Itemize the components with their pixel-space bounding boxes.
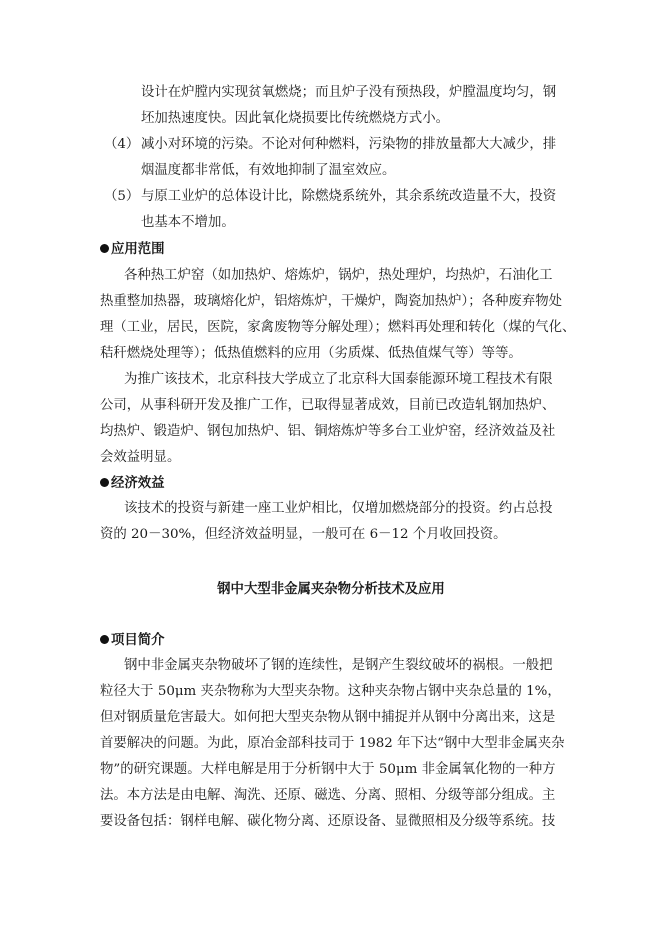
item5-number: （5） [104,189,140,204]
application-para1-line: 秸秆燃烧处理等）；低热值燃料的应用（劣质煤、低热值煤气等）等等。 [100,346,522,361]
item3-continuation-line: 设计在炉膛内实现贫氧燃烧；而且炉子没有预热段，炉膛温度均匀，钢 [141,85,557,100]
item5-line: 也基本不增加。 [141,215,235,230]
application-para2-line: 会效益明显。 [100,450,181,465]
application-para1-line: 理（工业，居民，医院，家禽废物等分解处理）；燃料再处理和转化（煤的气化、 [100,320,576,335]
intro-para-line: 钢中非金属夹杂物破坏了钢的连续性，是钢产生裂纹破坏的祸根。一般把 [124,658,553,673]
application-para2-line: 为推广该技术，北京科技大学成立了北京科大国泰能源环境工程技术有限 [124,372,553,387]
item4-number: （4） [104,137,140,152]
heading-text: 经济效益 [111,475,165,491]
application-para2-line: 公司，从事科研开发及推广工作，已取得显著成效，目前已改造轧钢加热炉、 [100,398,556,413]
bullet-icon [100,244,109,253]
bullet-icon [100,635,109,644]
item5-line: 与原工业炉的总体设计比，除燃烧系统外，其余系统改造量不大，投资 [141,189,557,204]
intro-para-line: 粒径大于 50μm 夹杂物称为大型夹杂物。这种夹杂物占钢中夹杂总量的 1%， [100,684,561,699]
intro-para-line: 但对钢质量危害最大。如何把大型夹杂物从钢中捕捉并从钢中分离出来，这是 [100,710,556,725]
intro-para-line: 首要解决的问题。为此，原冶金部科技司于 1982 年下达“钢中大型非金属夹杂 [100,736,565,751]
section-heading-application [100,240,165,258]
economics-para-line: 该技术的投资与新建一座工业炉相比，仅增加燃烧部分的投资。约占总投 [124,501,553,516]
application-para1-line: 各种热工炉窑（如加热炉、熔炼炉，锅炉，热处理炉，均热炉，石油化工 [124,268,553,283]
intro-para-line: 要设备包括：钢样电解、碳化物分离、还原设备、显微照相及分级等系统。技 [100,814,556,829]
economics-para-line: 资的 20－30%，但经济效益明显，一般可在 6－12 个月收回投资。 [100,527,507,542]
item4-line: 烟温度都非常低，有效地抑制了温室效应。 [141,163,396,178]
section-heading-project-intro [100,631,165,649]
bullet-icon [100,478,109,487]
section-heading-economics [100,474,165,492]
intro-para-line: 物”的研究课题。大样电解是用于分析钢中大于 50μm 非金属氧化物的一种方 [100,762,556,777]
intro-para-line: 法。本方法是由电解、淘洗、还原、磁选、分离、照相、分级等部分组成。主 [100,788,556,803]
section-title: 钢中大型非金属夹杂物分析技术及应用 [217,581,445,597]
heading-text: 项目简介 [111,632,165,648]
application-para2-line: 均热炉、锻造炉、钢包加热炉、铝、铜熔炼炉等多台工业炉窑，经济效益及社 [100,424,556,439]
heading-text: 应用范围 [111,241,165,257]
application-para1-line: 热重整加热器，玻璃熔化炉，铝熔炼炉，干燥炉，陶瓷加热炉）；各种废弃物处 [100,294,562,309]
item4-line: 减小对环境的污染。不论对何种燃料，污染物的排放量都大大减少，排 [141,137,557,152]
item3-continuation-line: 坯加热速度快。因此氧化烧损要比传统燃烧方式小。 [141,111,449,126]
